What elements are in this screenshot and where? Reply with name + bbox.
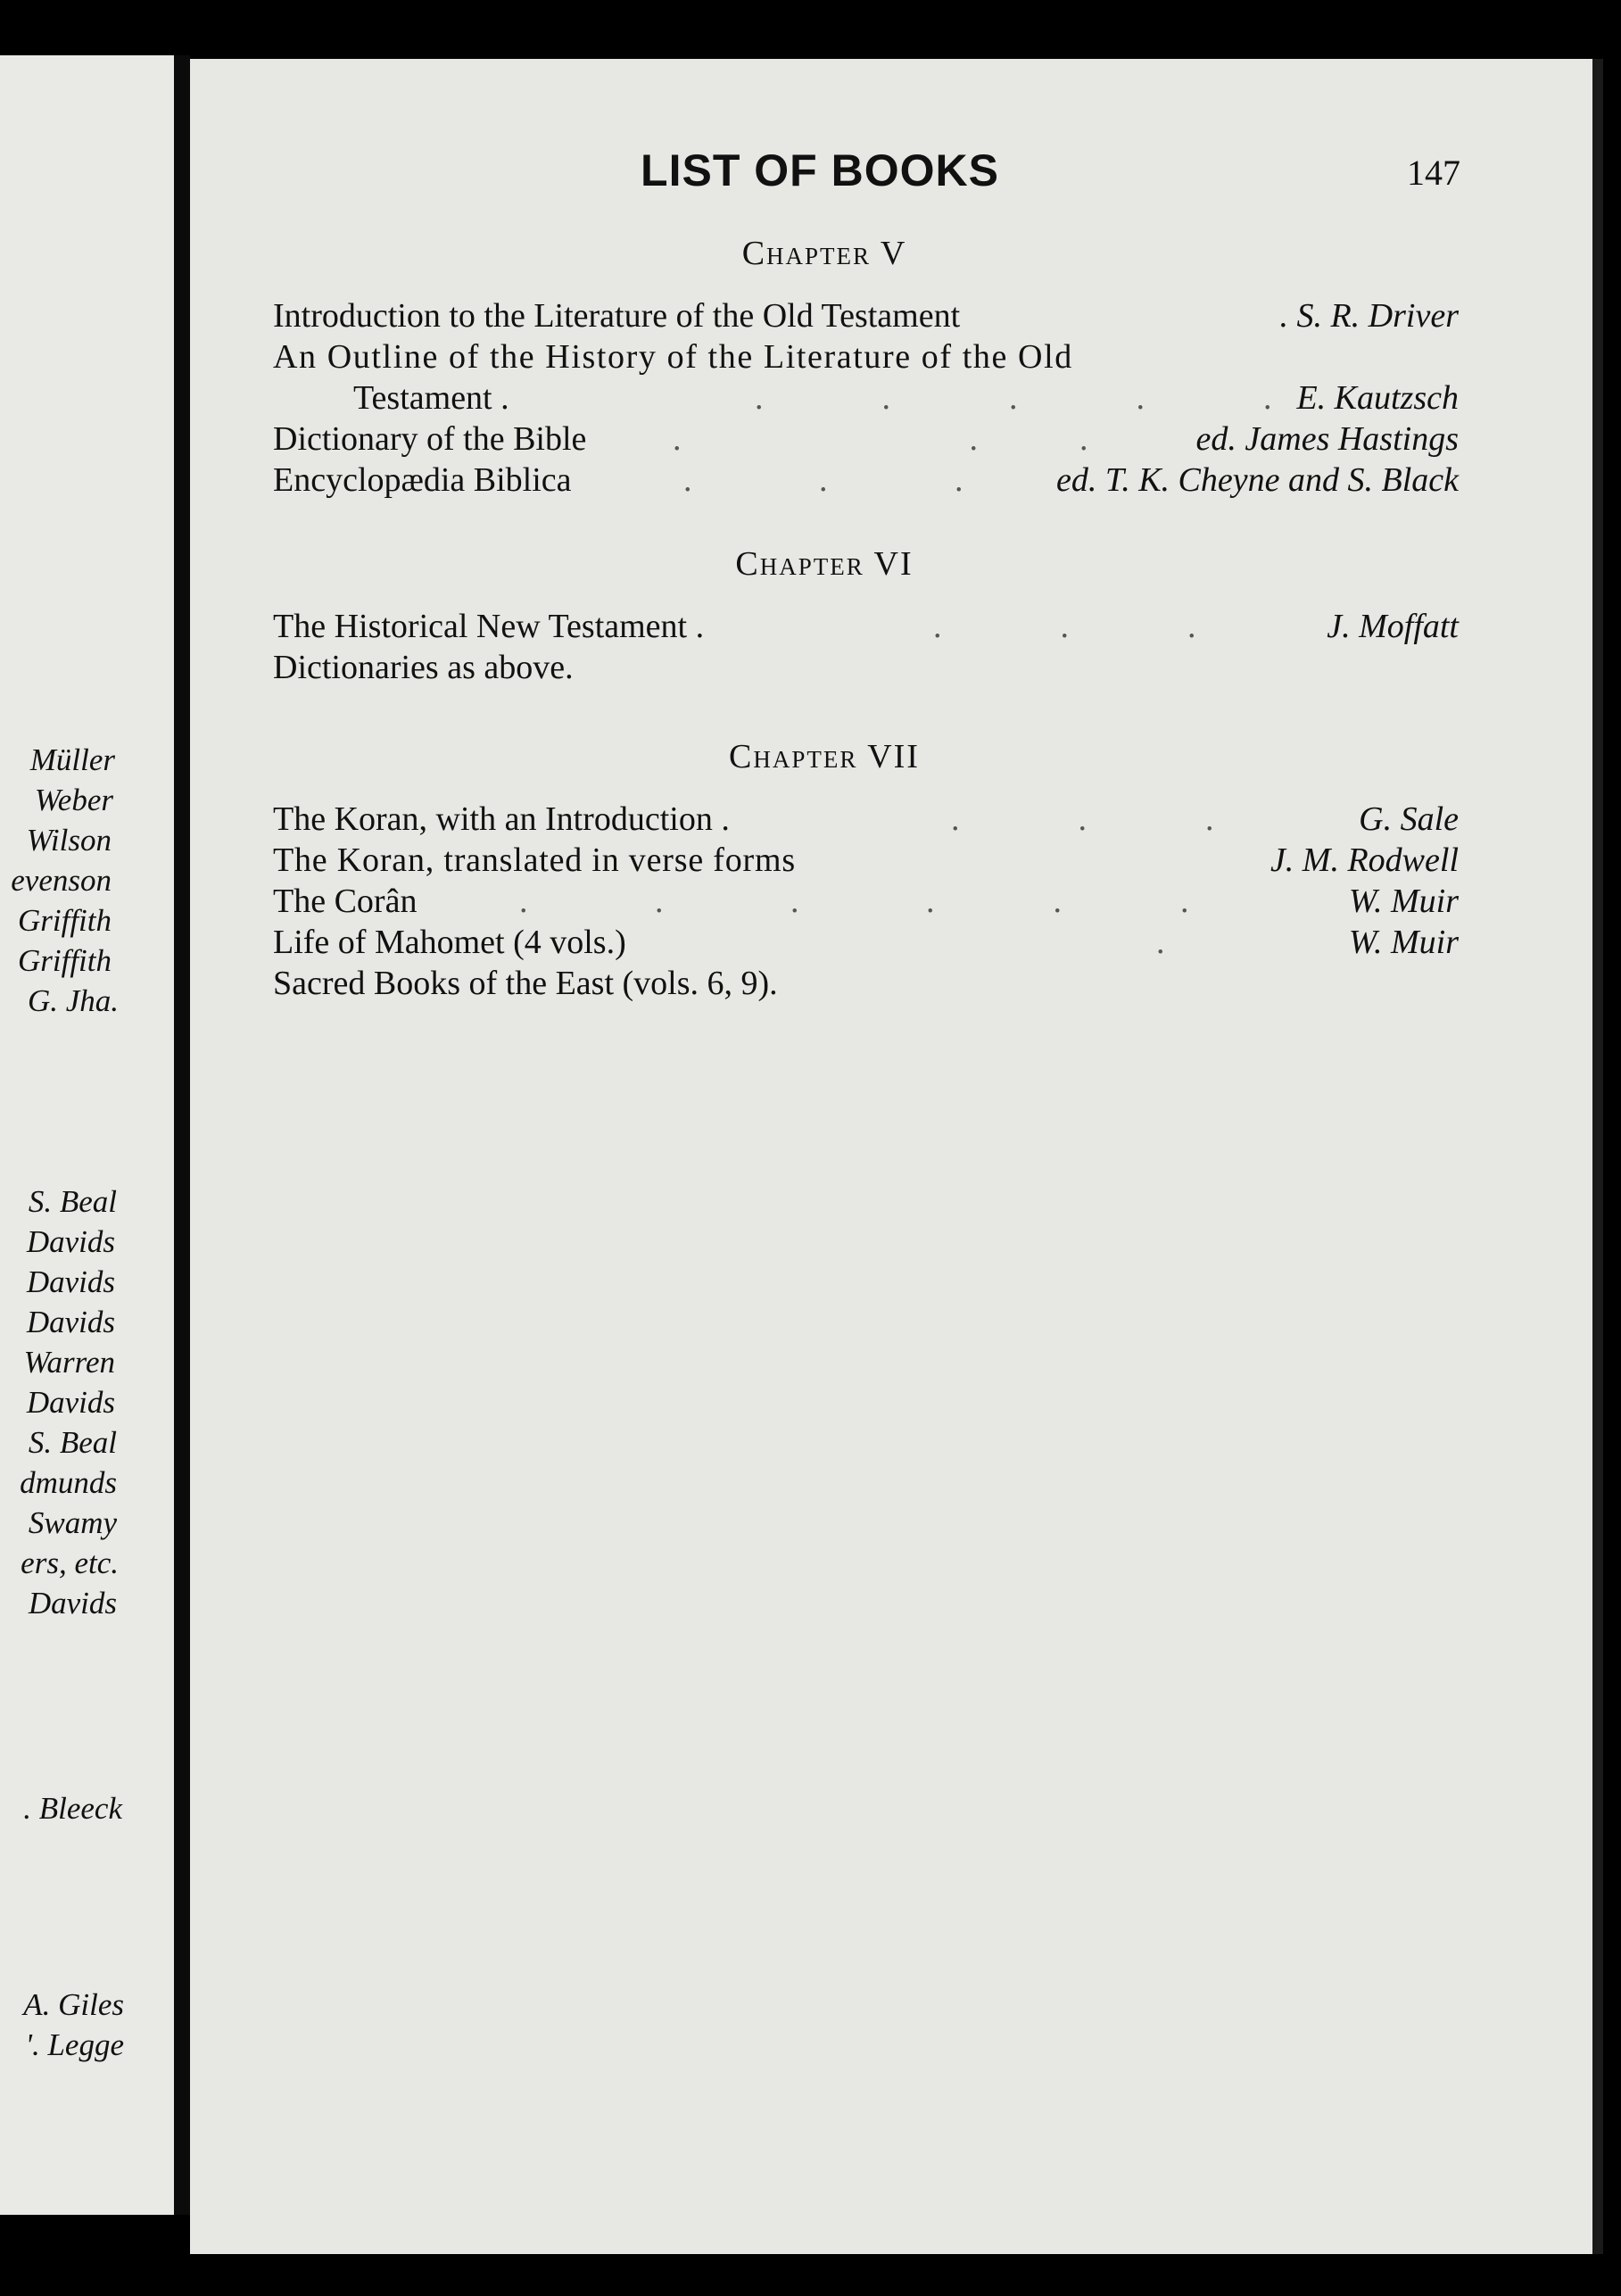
book-author: . S. R. Driver bbox=[1279, 297, 1459, 335]
chapter-heading: Chapter V bbox=[741, 235, 907, 272]
left-author-entry: S. Beal bbox=[28, 1425, 117, 1460]
dot-leaders: . . . . . bbox=[755, 379, 1272, 417]
left-author-entry: evenson bbox=[11, 863, 112, 898]
dot-leaders: . . . . . . bbox=[519, 883, 1189, 920]
page-number: 147 bbox=[1407, 153, 1460, 193]
left-author-entry: '. Legge bbox=[25, 2027, 124, 2062]
left-author-entry: Griffith bbox=[17, 903, 112, 938]
book-title: Life of Mahomet (4 vols.) bbox=[273, 924, 626, 961]
bibliography-entry bbox=[273, 378, 1459, 419]
left-author-entry: Swamy bbox=[28, 1505, 117, 1540]
bibliography-entry bbox=[273, 607, 1459, 648]
book-title: Dictionary of the Bible bbox=[273, 420, 587, 458]
bibliography-entry bbox=[273, 296, 1459, 337]
book-title: Encyclopædia Biblica bbox=[273, 461, 572, 499]
previous-page-fragment bbox=[0, 55, 174, 2215]
book-author: J. Moffatt bbox=[1327, 608, 1459, 645]
dot-leaders: . . . bbox=[683, 461, 964, 499]
page-title: LIST OF BOOKS bbox=[641, 145, 999, 195]
book-title: The Historical New Testament . bbox=[273, 608, 705, 645]
left-author-entry: Wilson bbox=[26, 823, 112, 858]
book-title: The Corân bbox=[273, 883, 418, 920]
book-page bbox=[190, 59, 1603, 2254]
bibliography-entry bbox=[273, 648, 1459, 689]
left-author-entry: Davids bbox=[26, 1224, 115, 1259]
book-title: The Koran, with an Introduction . bbox=[273, 800, 730, 838]
book-author: W. Muir bbox=[1348, 924, 1459, 961]
book-title: Sacred Books of the East (vols. 6, 9). bbox=[273, 965, 778, 1002]
book-author: ed. T. K. Cheyne and S. Black bbox=[1056, 461, 1459, 499]
bibliography-entry bbox=[273, 337, 1459, 378]
left-author-entry: dmunds bbox=[20, 1465, 117, 1500]
left-author-entry: Davids bbox=[26, 1385, 115, 1420]
left-author-entry: Davids bbox=[28, 1586, 117, 1620]
left-author-entry: Griffith bbox=[17, 943, 112, 978]
book-author: ed. James Hastings bbox=[1195, 420, 1459, 458]
left-author-entry: A. Giles bbox=[23, 1987, 124, 2022]
bibliography-entry bbox=[273, 800, 1459, 841]
bibliography-entry bbox=[273, 923, 1459, 964]
bibliography-entry bbox=[273, 460, 1459, 501]
left-author-entry: S. Beal bbox=[28, 1184, 117, 1219]
chapter-heading: Chapter VI bbox=[735, 545, 914, 583]
left-author-entry: Davids bbox=[26, 1305, 115, 1339]
book-author: W. Muir bbox=[1348, 883, 1459, 920]
book-title: Dictionaries as above. bbox=[273, 649, 574, 686]
bibliography-entry bbox=[273, 841, 1459, 882]
left-author-entry: Davids bbox=[26, 1264, 115, 1299]
left-author-entry: ers, etc. bbox=[21, 1546, 119, 1580]
left-author-entry: Weber bbox=[34, 783, 113, 817]
dot-leaders: . . . bbox=[673, 420, 1088, 458]
book-gutter bbox=[174, 55, 190, 2215]
bibliography-entry bbox=[273, 419, 1459, 460]
book-title: Testament . bbox=[353, 379, 509, 417]
book-author: E. Kautzsch bbox=[1296, 379, 1459, 417]
left-author-entry: G. Jha. bbox=[27, 983, 119, 1018]
book-author: G. Sale bbox=[1359, 800, 1459, 838]
chapter-heading: Chapter VII bbox=[729, 738, 920, 775]
book-title: Introduction to the Literature of the Old Testament bbox=[273, 297, 961, 335]
dot-leaders: . bbox=[1156, 924, 1165, 961]
left-author-entry: Müller bbox=[29, 742, 115, 777]
bibliography-entry bbox=[273, 882, 1459, 923]
bibliography-entry bbox=[273, 964, 1459, 1005]
dot-leaders: . . . bbox=[933, 608, 1196, 645]
book-title: The Koran, translated in verse forms bbox=[273, 841, 796, 879]
left-author-entry: . Bleeck bbox=[23, 1791, 122, 1826]
dot-leaders: . . . bbox=[951, 800, 1214, 838]
left-author-entry: Warren bbox=[23, 1345, 115, 1380]
book-title: An Outline of the History of the Literature of the Old bbox=[273, 338, 1073, 376]
book-author: J. M. Rodwell bbox=[1270, 841, 1459, 879]
